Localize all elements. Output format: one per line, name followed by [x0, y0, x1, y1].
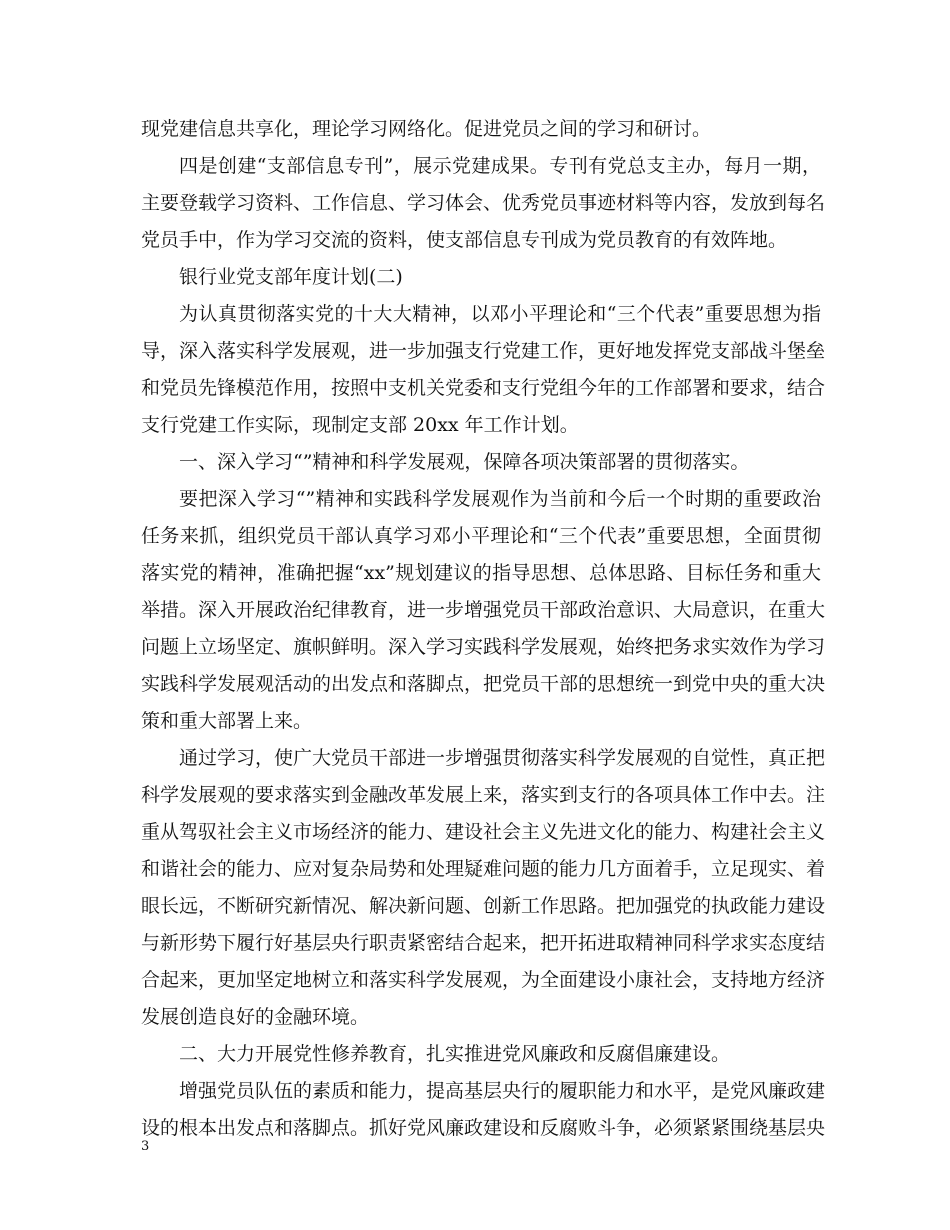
- text-line: 重从驾驭社会主义市场经济的能力、建设社会主义先进文化的能力、构建社会主义: [141, 821, 826, 843]
- text-line: 问题上立场坚定、旗帜鲜明。深入学习实践科学发展观，始终把务求实效作为学习: [141, 636, 826, 658]
- text-line: 导，深入落实科学发展观，进一步加强支行党建工作，更好地发挥党支部战斗堡垒: [141, 340, 826, 362]
- text-line: 策和重大部署上来。: [141, 710, 313, 732]
- text-line: 任务来抓，组织党员干部认真学习邓小平理论和“三个代表”重要思想，全面贯彻: [141, 525, 821, 547]
- text-line: 主要登载学习资料、工作信息、学习体会、优秀党员事迹材料等内容，发放到每名: [141, 192, 826, 214]
- text-line: 与新形势下履行好基层央行职责紧密结合起来，把开拓进取精神同科学求实态度结: [141, 932, 826, 954]
- text-line: 发展创造良好的金融环境。: [141, 1006, 370, 1028]
- text-line: 四是创建“支部信息专刊”，展示党建成果。专刊有党总支主办，每月一期，: [179, 155, 821, 177]
- text-line: 党员手中，作为学习交流的资料，使支部信息专刊成为党员教育的有效阵地。: [141, 229, 788, 251]
- text-line: 要把深入学习“”精神和实践科学发展观作为当前和今后一个时期的重要政治: [179, 488, 821, 510]
- text-line: 落实党的精神，准确把握“xx”规划建议的指导思想、总体思路、目标任务和重大: [141, 562, 821, 584]
- text-line: 增强党员队伍的素质和能力，提高基层央行的履职能力和水平，是党风廉政建: [179, 1080, 826, 1102]
- text-line: 科学发展观的要求落实到金融改革发展上来，落实到支行的各项具体工作中去。注: [141, 784, 826, 806]
- text-line: 和党员先锋模范作用，按照中支机关党委和支行党组今年的工作部署和要求，结合: [141, 377, 826, 399]
- page-number: 3: [141, 1139, 150, 1154]
- text-line: 为认真贯彻落实党的十大大精神，以邓小平理论和“三个代表”重要思想为指: [179, 303, 821, 325]
- section-heading: 一、深入学习“”精神和科学发展观，保障各项决策部署的贯彻落实。: [179, 451, 750, 473]
- text-line: 支行党建工作实际，现制定支部 20xx 年工作计划。: [141, 414, 579, 436]
- section-heading: 二、大力开展党性修养教育，扎实推进党风廉政和反腐倡廉建设。: [179, 1043, 731, 1065]
- section-heading: 银行业党支部年度计划(二): [179, 266, 403, 288]
- text-line: 和谐社会的能力、应对复杂局势和处理疑难问题的能力几方面着手，立足现实、着: [141, 858, 826, 880]
- text-line: 合起来，更加坚定地树立和落实科学发展观，为全面建设小康社会，支持地方经济: [141, 969, 826, 991]
- text-line: 现党建信息共享化，理论学习网络化。促进党员之间的学习和研讨。: [141, 118, 712, 140]
- text-line: 通过学习，使广大党员干部进一步增强贯彻落实科学发展观的自觉性，真正把: [179, 747, 826, 769]
- text-line: 举措。深入开展政治纪律教育，进一步增强党员干部政治意识、大局意识，在重大: [141, 599, 826, 621]
- text-line: 眼长远，不断研究新情况、解决新问题、创新工作思路。把加强党的执政能力建设: [141, 895, 826, 917]
- text-line: 实践科学发展观活动的出发点和落脚点，把党员干部的思想统一到党中央的重大决: [141, 673, 826, 695]
- text-line: 设的根本出发点和落脚点。抓好党风廉政建设和反腐败斗争，必须紧紧围绕基层央: [141, 1117, 826, 1139]
